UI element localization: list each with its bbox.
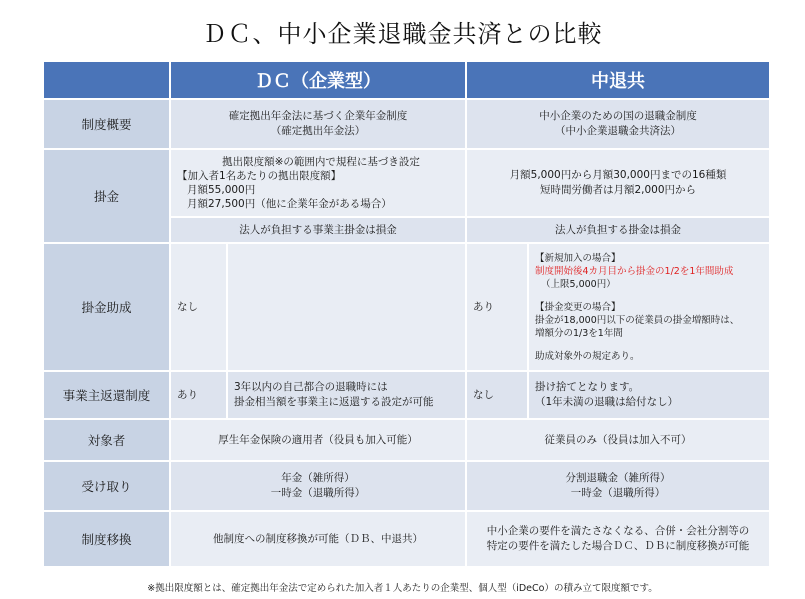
dc-cell: 他制度への制度移換が可能（ＤＢ、中退共）	[170, 511, 466, 567]
chutai-cell: 月額5,000円から月額30,000円までの16種類 短時間労働者は月額2,000円から	[466, 149, 770, 217]
comparison-table	[42, 60, 771, 568]
row-label: 制度移換	[43, 511, 170, 567]
table-row	[43, 461, 770, 511]
chutai-flag: なし	[466, 371, 528, 419]
dc-detail: 3年以内の自己都合の退職時には 掛金相当額を事業主に返還する設定が可能	[227, 371, 466, 419]
chutai-cell: 従業員のみ（役員は加入不可）	[466, 419, 770, 461]
table-row	[43, 419, 770, 461]
row-label: 対象者	[43, 419, 170, 461]
table-row	[43, 371, 770, 419]
dc-note: 法人が負担する事業主掛金は損金	[170, 217, 466, 243]
chutai-note: 法人が負担する掛金は損金	[466, 217, 770, 243]
chutai-detail: 【新規加入の場合】 制度開始後4カ月目から掛金の1/2を1年間助成 （上限5,000円） 【掛金変更の場合】 掛金が18,000円以下の従業員の掛金増額時は、 増額分の1/3を1年間 助成対象外の規定あり。	[528, 243, 770, 371]
chutai-flag: あり	[466, 243, 528, 371]
row-label: 掛金助成	[43, 243, 170, 371]
table-row	[43, 149, 770, 217]
table-row	[43, 243, 770, 371]
dc-flag: なし	[170, 243, 227, 371]
dc-flag: あり	[170, 371, 227, 419]
subsidy-highlight: 制度開始後4カ月目から掛金の1/2を1年間助成	[535, 265, 734, 277]
dc-cell: 拠出限度額※の範囲内で規程に基づき設定 【加入者1名あたりの拠出限度額】 月額55,000円 月額27,500円（他に企業年金がある場合）	[170, 149, 466, 217]
chutai-cell: 中小企業のための国の退職金制度 （中小企業退職金共済法）	[466, 99, 770, 149]
chutai-cell: 分割退職金（雑所得） 一時金（退職所得）	[466, 461, 770, 511]
dc-cell: 確定拠出年金法に基づく企業年金制度 （確定拠出年金法）	[170, 99, 466, 149]
header-dc: ＤＣ（企業型）	[170, 61, 466, 99]
row-label: 受け取り	[43, 461, 170, 511]
table-row	[43, 511, 770, 567]
dc-detail	[227, 243, 466, 371]
dc-cell: 年金（雑所得） 一時金（退職所得）	[170, 461, 466, 511]
dc-cell: 厚生年金保険の適用者（役員も加入可能）	[170, 419, 466, 461]
row-label: 制度概要	[43, 99, 170, 149]
footnote: ※拠出限度額とは、確定拠出年金法で定められた加入者１人あたりの企業型、個人型（iDeCo）の積み立て限度額です。	[147, 583, 658, 594]
chutai-detail: 掛け捨てとなります。 （1年未満の退職は給付なし）	[528, 371, 770, 419]
row-label: 掛金	[43, 149, 170, 243]
header-blank	[43, 61, 170, 99]
table-row	[43, 99, 770, 149]
chutai-cell: 中小企業の要件を満たさなくなる、合併・会社分割等の 特定の要件を満たした場合ＤＣ、ＤＢに制度移換が可能	[466, 511, 770, 567]
row-label: 事業主返還制度	[43, 371, 170, 419]
page-title: ＤＣ、中小企業退職金共済との比較	[202, 20, 603, 48]
header-chutai: 中退共	[466, 61, 770, 99]
